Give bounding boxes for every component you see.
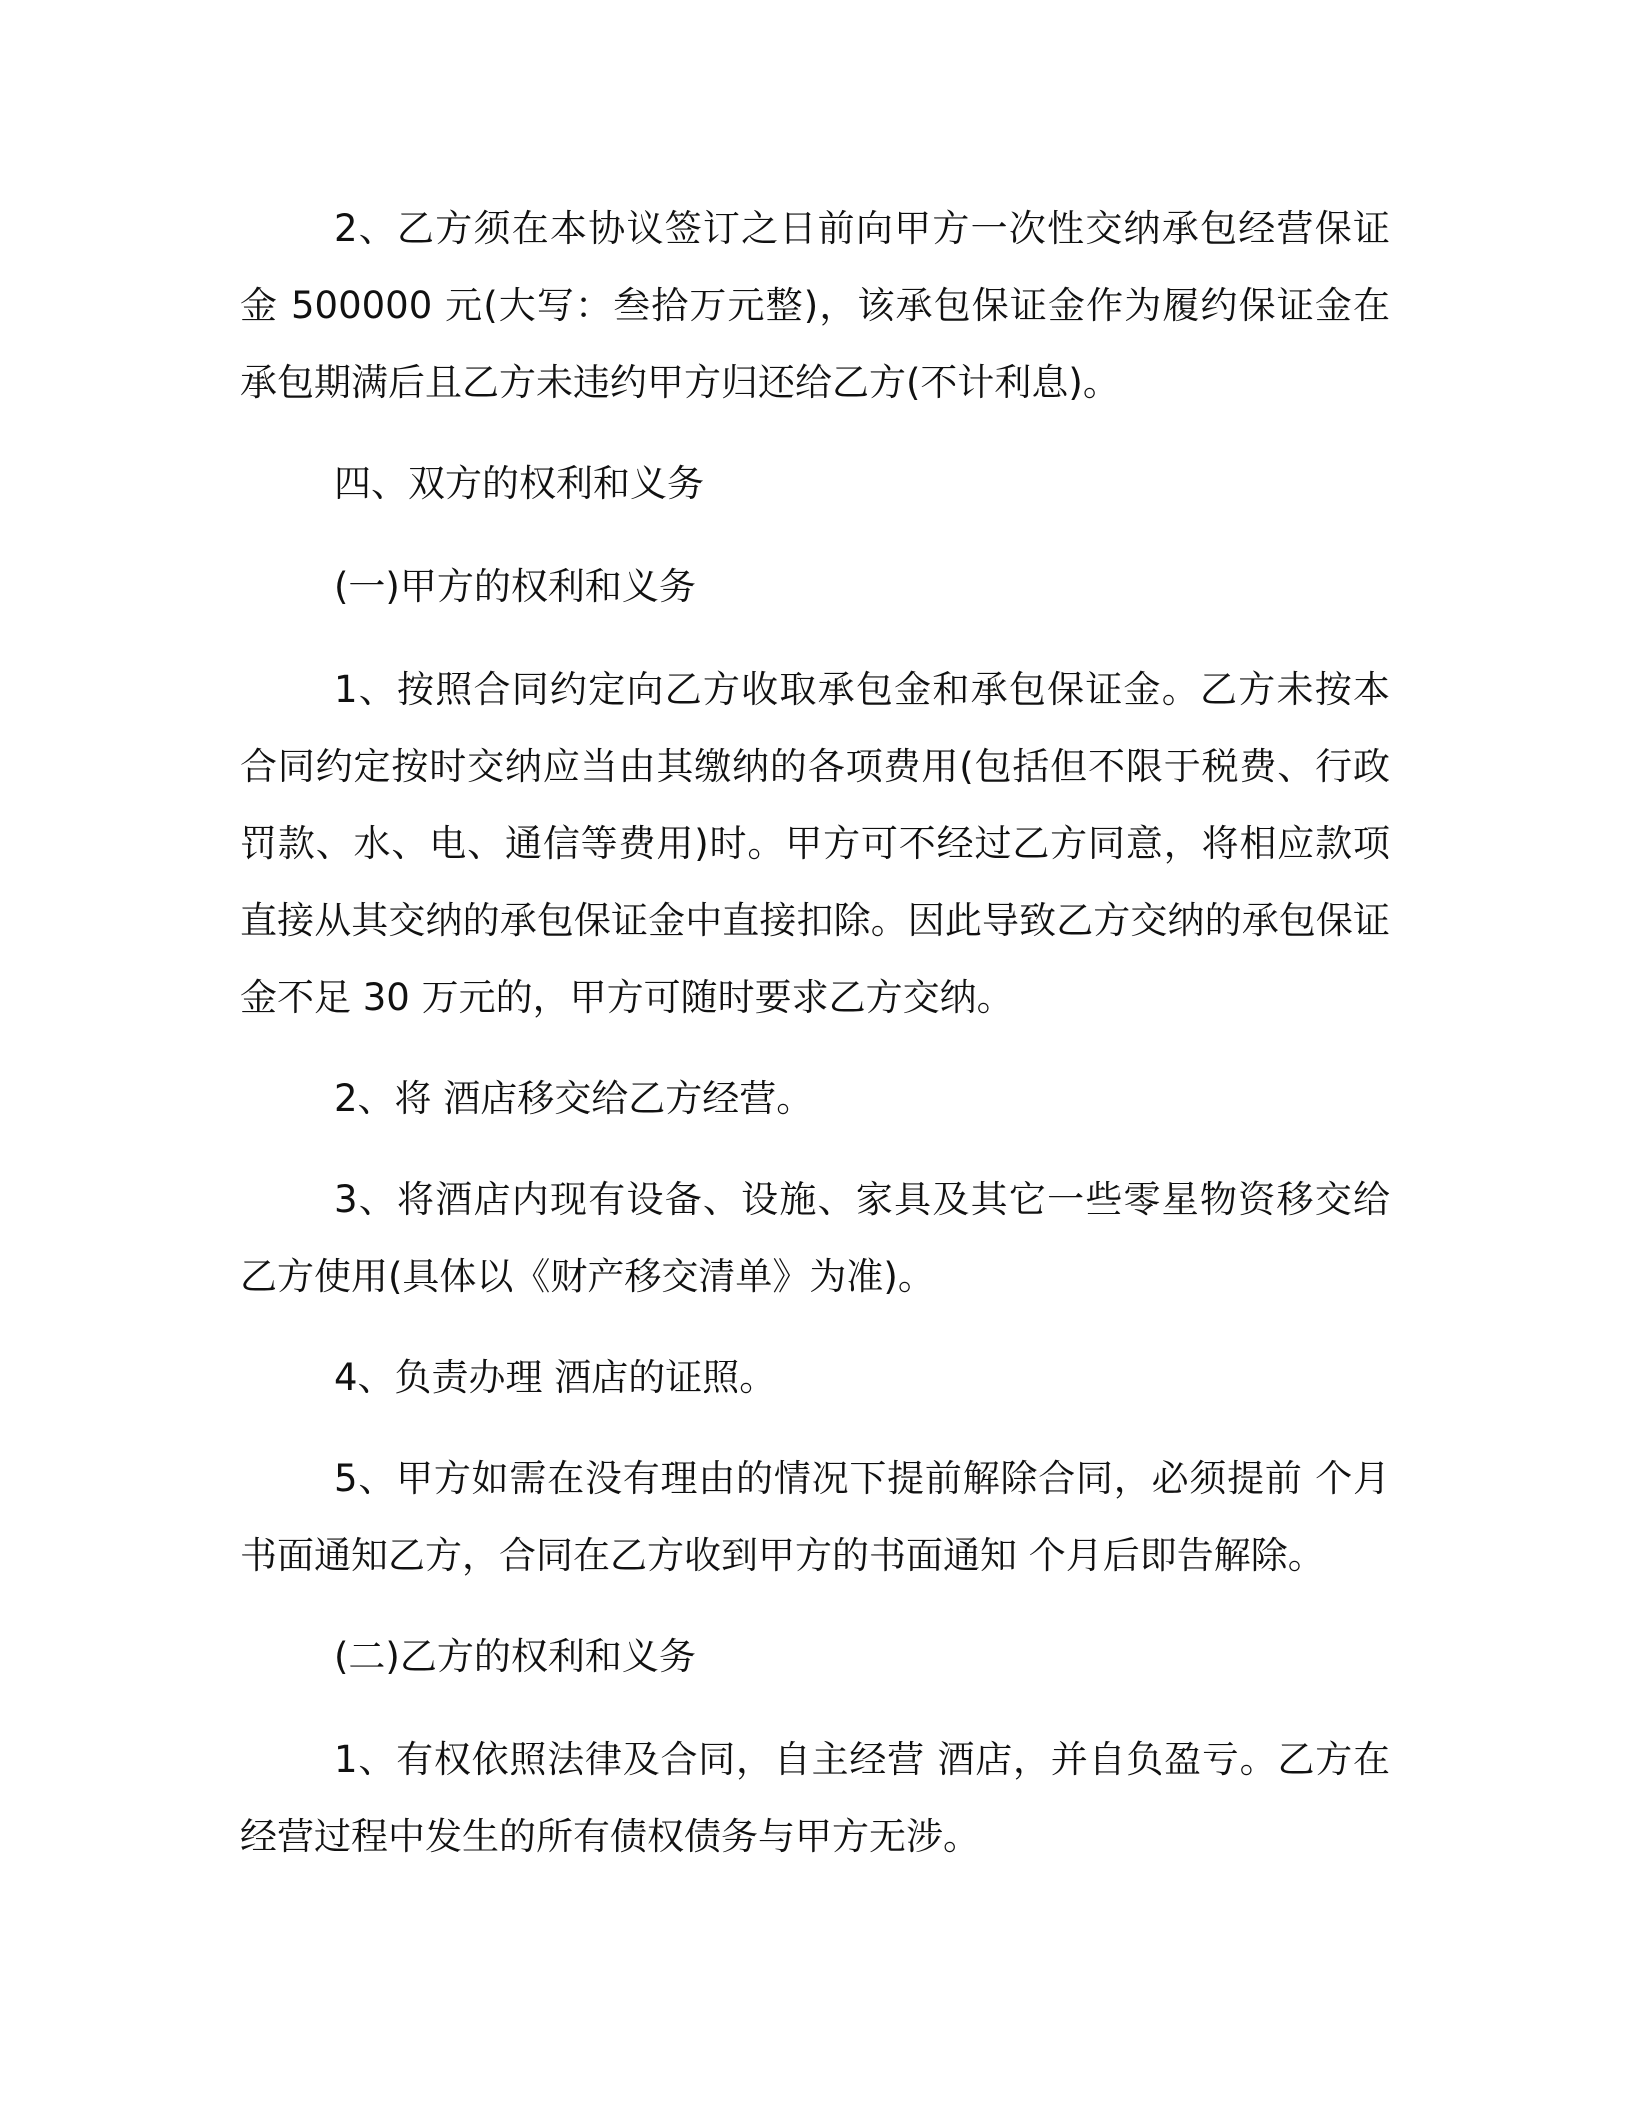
paragraph-party-a-item-4: 4、负责办理 酒店的证照。 bbox=[334, 1356, 777, 1399]
document-body bbox=[240, 190, 1390, 1899]
section-heading-rights-obligations: 四、双方的权利和义务 bbox=[334, 462, 704, 505]
subsection-heading-party-b: (二)乙方的权利和义务 bbox=[334, 1635, 696, 1678]
paragraph-deposit: 2、乙方须在本协议签订之日前向甲方一次性交纳承包经营保证金 500000 元(大写：叁拾万元整)，该承包保证金作为履约保证金在承包期满后且乙方未违约甲方归还给乙方(不计利息)。 bbox=[240, 207, 1390, 404]
paragraph-party-a-item-2: 2、将 酒店移交给乙方经营。 bbox=[334, 1077, 814, 1120]
subsection-heading-party-a: (一)甲方的权利和义务 bbox=[334, 565, 696, 608]
paragraph-party-a-item-3: 3、将酒店内现有设备、设施、家具及其它一些零星物资移交给乙方使用(具体以《财产移交清单》为准)。 bbox=[240, 1178, 1390, 1298]
paragraph-party-b-item-1: 1、有权依照法律及合同，自主经营 酒店，并自负盈亏。乙方在经营过程中发生的所有债权债务与甲方无涉。 bbox=[240, 1738, 1390, 1858]
paragraph-party-a-item-1: 1、按照合同约定向乙方收取承包金和承包保证金。乙方未按本合同约定按时交纳应当由其缴纳的各项费用(包括但不限于税费、行政罚款、水、电、通信等费用)时。甲方可不经过乙方同意，将相应款项直接从其交纳的承包保证金中直接扣除。因此导致乙方交纳的承包保证金不足 30 万元的，甲方可随时要求乙方交纳。 bbox=[240, 668, 1390, 1019]
paragraph-party-a-item-5: 5、甲方如需在没有理由的情况下提前解除合同，必须提前 个月书面通知乙方，合同在乙方收到甲方的书面通知 个月后即告解除。 bbox=[240, 1457, 1390, 1577]
